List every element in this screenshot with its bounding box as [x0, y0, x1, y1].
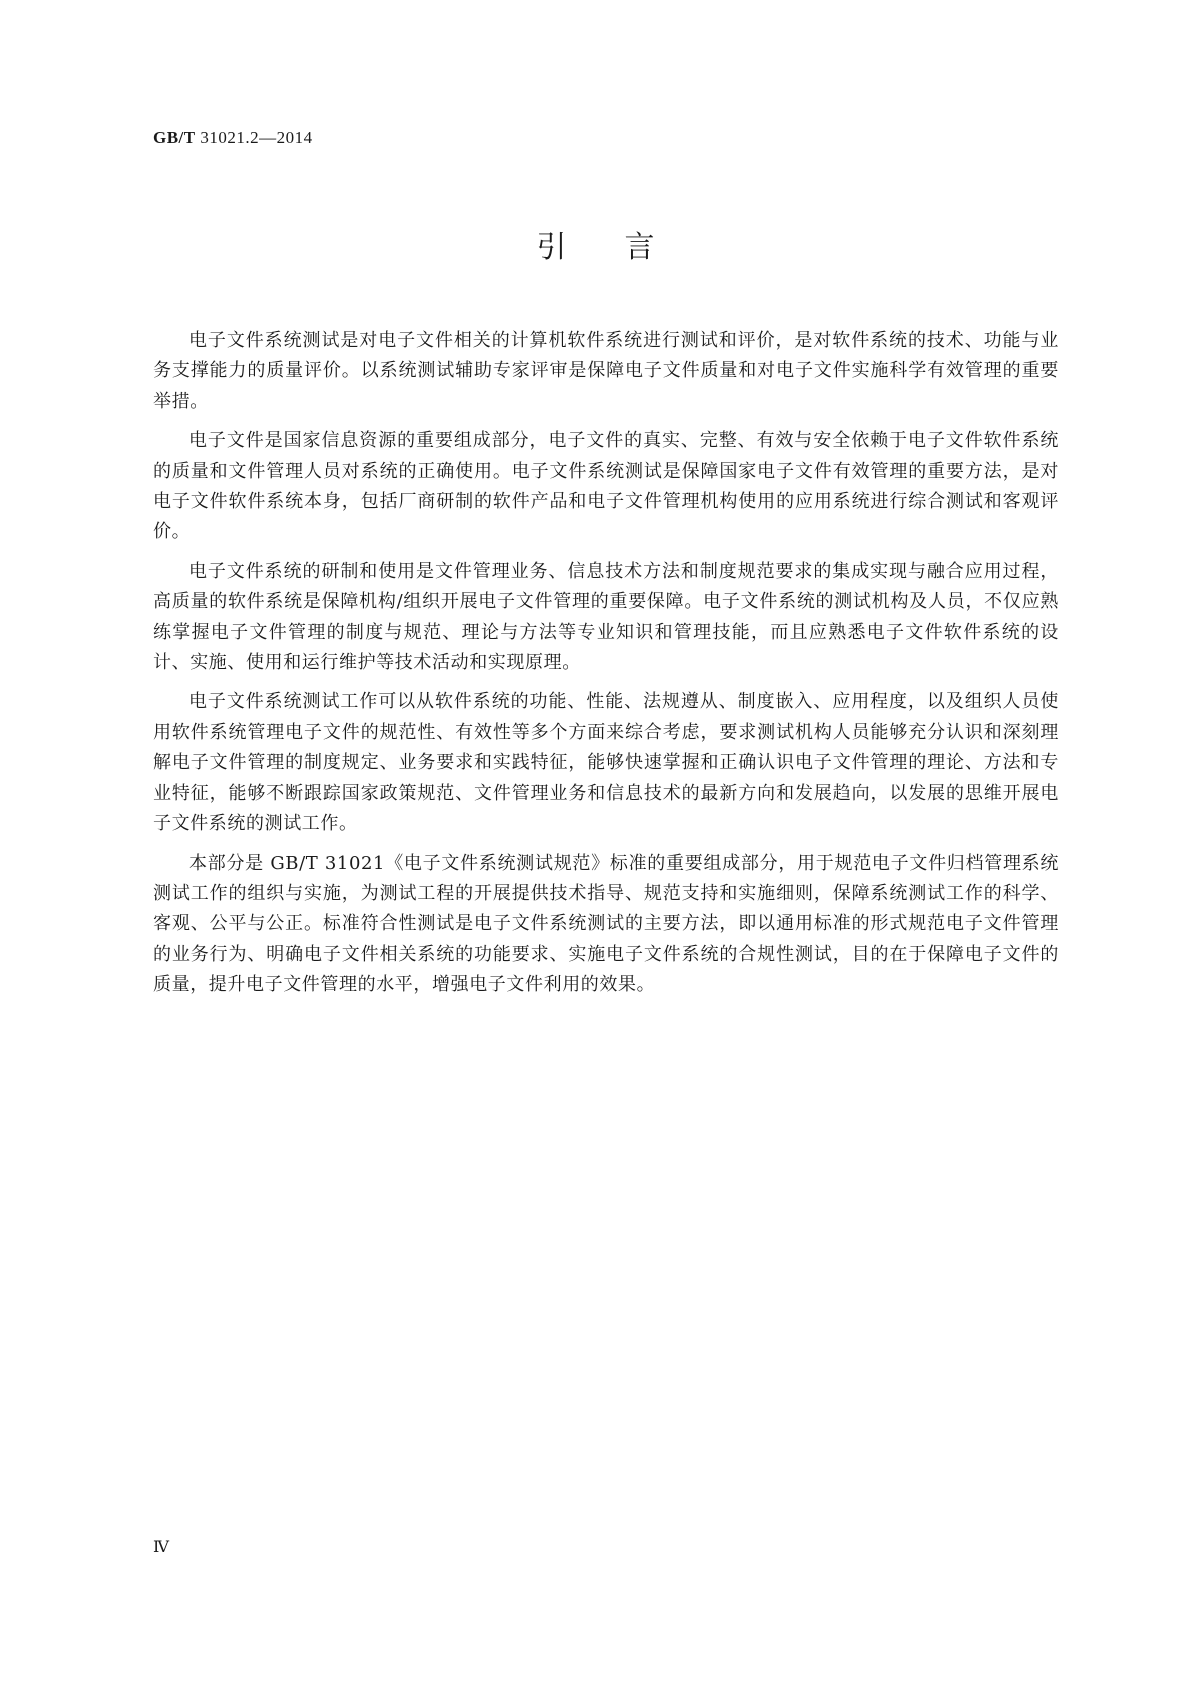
- title-char-1: 引: [536, 230, 567, 265]
- paragraph-1: 电子文件系统测试是对电子文件相关的计算机软件系统进行测试和评价，是对软件系统的技术、功能与业务支撑能力的质量评价。以系统测试辅助专家评审是保障电子文件质量和对电子文件实施科学有效管理的重要举措。: [153, 330, 1059, 412]
- paragraph-3: 电子文件系统的研制和使用是文件管理业务、信息技术方法和制度规范要求的集成实现与融合应用过程，高质量的软件系统是保障机构/组织开展电子文件管理的重要保障。电子文件系统的测试机构及人员，不仅应熟练掌握电子文件管理的制度与规范、理论与方法等专业知识和管理技能，而且应熟悉电子文件软件系统的设计、实施、使用和运行维护等技术活动和实现原理。: [153, 560, 1059, 674]
- body-text: [153, 326, 1059, 1010]
- title-char-2: 言: [624, 230, 655, 265]
- page-number: Ⅳ: [153, 1539, 169, 1556]
- page-title: [0, 222, 1191, 266]
- paragraph-2: 电子文件是国家信息资源的重要组成部分，电子文件的真实、完整、有效与安全依赖于电子文件软件系统的质量和文件管理人员对系统的正确使用。电子文件系统测试是保障国家电子文件有效管理的重要方法，是对电子文件软件系统本身，包括厂商研制的软件产品和电子文件管理机构使用的应用系统进行综合测试和客观评价。: [153, 430, 1059, 543]
- standard-prefix: GB/T: [153, 128, 196, 147]
- paragraph-5: 本部分是 GB/T 31021《电子文件系统测试规范》标准的重要组成部分，用于规范电子文件归档管理系统测试工作的组织与实施，为测试工程的开展提供技术指导、规范支持和实施细则，保障系统测试工作的科学、客观、公平与公正。标准符合性测试是电子文件系统测试的主要方法，即以通用标准的形式规范电子文件管理的业务行为、明确电子文件相关系统的功能要求、实施电子文件系统的合规性测试，目的在于保障电子文件的质量，提升电子文件管理的水平，增强电子文件利用的效果。: [153, 852, 1059, 996]
- paragraph-4: 电子文件系统测试工作可以从软件系统的功能、性能、法规遵从、制度嵌入、应用程度，以及组织人员使用软件系统管理电子文件的规范性、有效性等多个方面来综合考虑，要求测试机构人员能够充分认识和深刻理解电子文件管理的制度规定、业务要求和实践特征，能够快速掌握和正确认识电子文件管理的理论、方法和专业特征，能够不断跟踪国家政策规范、文件管理业务和信息技术的最新方向和发展趋向，以发展的思维开展电子文件系统的测试工作。: [153, 691, 1059, 835]
- standard-number: 31021.2—2014: [200, 128, 313, 147]
- standard-code: [153, 128, 313, 148]
